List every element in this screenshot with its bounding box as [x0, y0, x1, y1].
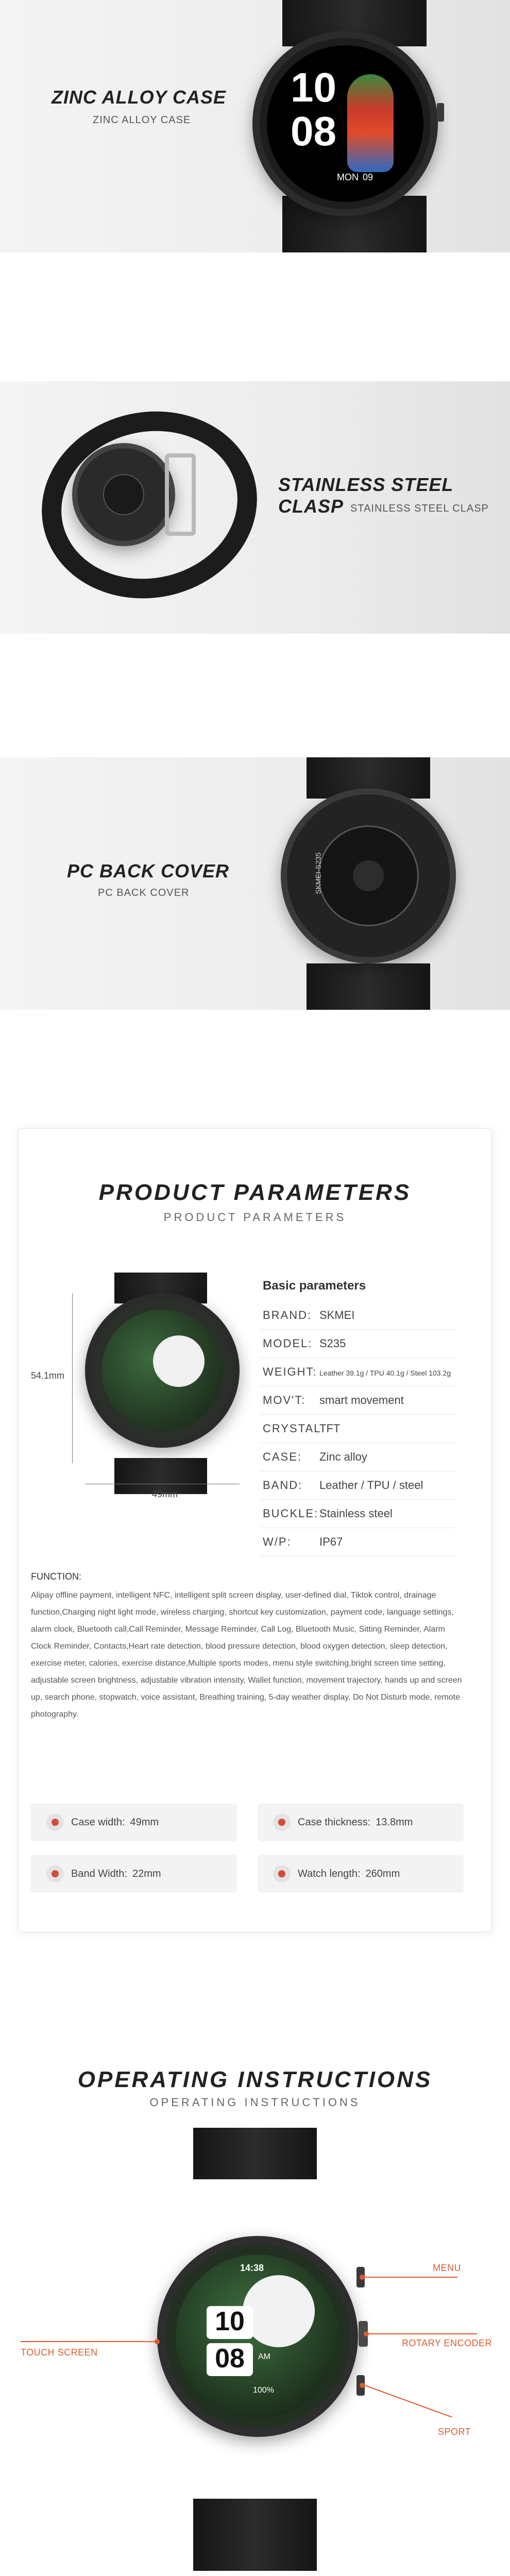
spec-label: BRAND: — [263, 1309, 312, 1321]
back-cover-text: SKMEI-S235 — [314, 852, 322, 894]
operating-title: OPERATING INSTRUCTIONS — [77, 2067, 433, 2092]
function-label: FUNCTION: — [31, 1571, 81, 1582]
case-width-icon — [46, 1814, 64, 1831]
spec-value: Zinc alloy — [319, 1450, 367, 1463]
watch-minute: 08 — [291, 108, 336, 154]
spec-row — [263, 1422, 340, 1435]
op-ampm: AM — [258, 2352, 270, 2361]
params-subtitle: PRODUCT PARAMETERS — [163, 1211, 347, 1224]
spec-label: BAND: — [263, 1479, 303, 1492]
op-hour: 10 — [207, 2306, 253, 2339]
size-label: Case thickness: — [298, 1816, 371, 1828]
watch-date: 09 — [363, 172, 373, 182]
crown-button — [437, 103, 444, 122]
spec-value: Leather / TPU / steel — [319, 1479, 423, 1492]
op-minute: 08 — [207, 2343, 253, 2376]
feature-subtitle: PC BACK COVER — [98, 887, 190, 899]
op-battery: 100% — [253, 2386, 274, 2395]
size-value: 49mm — [130, 1816, 159, 1828]
spec-row — [263, 1309, 354, 1322]
spec-value: SKMEI — [319, 1309, 355, 1321]
params-title: PRODUCT PARAMETERS — [98, 1180, 412, 1205]
size-case-width — [31, 1803, 237, 1841]
spec-row — [263, 1394, 404, 1407]
spec-divider — [260, 1499, 456, 1500]
spec-label: W/P: — [263, 1535, 292, 1548]
spec-value: TFT — [319, 1422, 341, 1435]
spec-value: IP67 — [319, 1535, 343, 1548]
size-band-width — [31, 1855, 237, 1893]
callout-sport: SPORT — [438, 2427, 471, 2437]
watch-day: MON — [337, 172, 359, 182]
size-value: 22mm — [132, 1868, 161, 1879]
feature-pc-cover — [0, 757, 510, 1010]
operating-subtitle: OPERATING INSTRUCTIONS — [149, 2096, 361, 2109]
spec-row — [263, 1450, 367, 1464]
dim-width-label: 49mm — [152, 1489, 178, 1499]
spec-label: MOV'T: — [263, 1394, 306, 1406]
parrot-graphic — [347, 74, 394, 172]
band-width-icon — [46, 1865, 64, 1883]
spec-row — [263, 1535, 343, 1549]
spec-label: MODEL: — [263, 1337, 313, 1350]
size-watch-length — [258, 1855, 464, 1893]
feature-steel-clasp — [0, 381, 510, 634]
size-value: 260mm — [365, 1868, 400, 1879]
spec-label: CASE: — [263, 1450, 302, 1463]
size-value: 13.8mm — [376, 1816, 413, 1828]
spec-row — [263, 1337, 346, 1350]
spec-value: Stainless steel — [319, 1507, 393, 1520]
feature-subtitle: STAINLESS STEEL CLASP — [350, 503, 489, 514]
size-label: Band Width: — [71, 1868, 127, 1879]
spec-value: Leather 39.1g / TPU 40.1g / Steel 103.2g — [319, 1369, 451, 1377]
feature-title: STAINLESS STEEL CLASP — [278, 474, 453, 517]
spec-value: smart movement — [319, 1394, 404, 1406]
steel-buckle — [165, 453, 196, 536]
spec-label: CRYSTAL: — [263, 1422, 326, 1435]
size-label: Watch length: — [298, 1868, 361, 1879]
case-thickness-icon — [273, 1814, 291, 1831]
dim-height-label: 54.1mm — [31, 1370, 65, 1381]
size-case-thickness — [258, 1803, 464, 1841]
spec-row — [263, 1365, 451, 1379]
basic-params-title: Basic parameters — [263, 1279, 366, 1293]
spec-divider — [260, 1414, 456, 1415]
feature-zinc-case — [0, 0, 510, 252]
callout-menu: MENU — [433, 2263, 461, 2273]
operating-instructions-section — [0, 1978, 510, 2576]
feature-title: ZINC ALLOY CASE — [52, 87, 227, 108]
op-time-small: 14:38 — [240, 2263, 264, 2273]
spec-row — [263, 1479, 423, 1492]
spec-divider — [260, 1329, 456, 1330]
watch-hour: 10 — [291, 64, 336, 110]
feature-title: PC BACK COVER — [67, 860, 230, 882]
function-text: Alipay offline payment, intelligent NFC, intelligent split screen display, user-defined dial, Tiktok control, drainage function,Charging night light mode, wireless charging, shortcut key customization, payment code, language settings, alarm clock, Bluetooth call,Call Reminder, Message Reminder, Call Log, Bluetooth Music, Sitting Reminder, Alarm Clock Reminder, Contacts,Heart rate detection, blood pressure detection, blood oxygen detection, sleep detection, exercise meter, calories, exercise distance,Multiple sports modes, menu style switching,bright screen time setting, adjustable screen brightness, adjustable vibration intensity, Wallet function, movement trajectory, hands up and screen up, search phone, stopwatch, voice assistant, Breathing training, 5-day weather display, Do Not Disturb mode, remote photography. — [31, 1591, 462, 1719]
spec-row — [263, 1507, 393, 1520]
spec-label: WEIGHT: — [263, 1365, 317, 1378]
feature-subtitle: ZINC ALLOY CASE — [93, 114, 191, 126]
product-parameters-section — [0, 1118, 510, 1953]
spec-label: BUCKLE: — [263, 1507, 319, 1520]
callout-touch-screen: TOUCH SCREEN — [21, 2347, 98, 2358]
callout-rotary: ROTARY ENCODER — [402, 2338, 492, 2348]
watch-length-icon — [273, 1865, 291, 1883]
size-label: Case width: — [71, 1816, 125, 1828]
spec-value: S235 — [319, 1337, 346, 1350]
